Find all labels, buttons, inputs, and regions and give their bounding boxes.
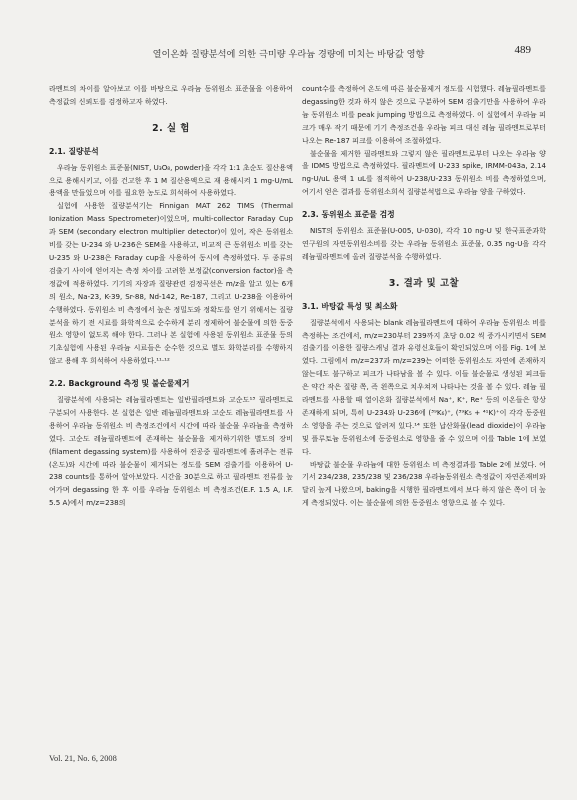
left-column [49,83,293,510]
right-column [302,83,546,510]
paragraph-instrument: 실험에 사용한 질량분석기는 Finnigan MAT 262 TIMS (Thermal Ionization Mass Spectrometer)이었으며, multi-collector Faraday Cup과 SEM (secondary electron multiplier detector)이 있어, 작은 동위원소 비를 갖는 U-234 와 U-236은 SEM을 사용하고, 비교적 큰 동위원소 비를 갖는 U-235 와 U-238은 Faraday cup을 사용하여 동시에 측정하였다. 두 종류의 검출기 사이에 얻어지는 측정 차이를 고려한 보정값(conversion factor)을 측정값에 적용하였다. 기기의 자장과 질량관련 검정곡선은 m/z을 알고 있는 6개의 원소, Na-23, K-39, Sr-88, Nd-142, Re-187, 그리고 U-238을 이용하여 수행하였다. 동위원소 비 측정에서 높은 정밀도와 정확도를 얻기 위해서는 질량분석을 하기 전 시료를 화학적으로 순수하게 분리 정제하여 불순물에 의한 동중원소 영향이 없도록 해야 한다. 그러나 본 실험에 사용된 동위원소 표준물 등의 기초실험에 사용된 우라늄 시료들은 순수한 것으로 별도 화학분리를 수행하지 않고 용해 후 희석하여 사용하였다.¹¹·¹² [49,201,293,366]
paragraph-blank-scan: 질량분석에서 사용되는 blank 레늄필라멘트에 대하여 우라늄 동위원소 비를 측정하는 조건에서, m/z=230부터 239까지 초당 0.02 씩 증가시키면서 SEM 검출기를 이용한 질량스캐닝 결과 유령신호들이 확인되었으며 이를 Fig. 1에 보였다. 그림에서 m/z=237과 m/z=239는 어떠한 동위원소도 자연에 존재하지 않는데도 불구하고 피크가 나타남을 볼 수 있다. 이들 불순물로 생성된 피크들은 약간 작은 질량 쪽, 즉 왼쪽으로 치우쳐져 나타나는 것을 볼 수 있다. 레늄 필라멘트를 사용할 때 열이온화 질량분석에서 Na⁺, K⁺, Re⁺ 등의 이온들은 항상 존재하게 되며, 특히 U-234와 U-236에 (³⁹K₆)⁺, (³⁹K₅ + ⁴¹K)⁺이 각각 동중원소 영향을 주는 것으로 알려져 있다.¹⁴ 또한 납산화물(lead dioxide)이 우라늄 및 플루토늄 동위원소에 동중원소로 영향을 줄 수 있으며 이를 Table 1에 보였다. [302,317,546,456]
paragraph-blank-results: 바탕값 불순물 우라늄에 대한 동위원소 비 측정결과를 Table 2에 보였다. 여기서 234/238, 235/238 및 236/238 우라늄동위원소 측정값이 자연존재비와 달리 높게 나왔으며, baking을 시행한 필라멘트에서 보다 하지 않은 쪽이 더 높게 측정되었다. 이는 불순물에 의한 동중원소 영향으로 볼 수 있다. [302,459,546,508]
subsection-heading-standards: 2.3. 동위원소 표준물 검정 [302,210,395,220]
paragraph-continued: count수를 측정하여 온도에 따른 불순물제거 정도를 시험했다. 레늄필라멘트를 degassing한 것과 하지 않은 것으로 구분하여 SEM 검출기만을 사용하여 우라늄 동위원소 비를 peak jumping 방법으로 측정하였다. 이 실험에서 우라늄 피크가 매우 작기 때문에 기기 측정조건을 우라늄 피크 대신 레늄 필라멘트로부터 나오는 Re-187 피크를 이용하여 조절하였다. [302,84,546,145]
subsection-heading-blank: 3.1. 바탕값 특성 및 최소화 [302,301,398,311]
running-title: 열이온화 질량분석에 의한 극미량 우라늄 경량에 미치는 바탕값 영향 [152,49,425,60]
subsection-heading-mass-spec: 2.1. 질량분석 [49,146,99,156]
section-heading-results: 3. 결과 및 고찰 [388,277,460,289]
paragraph-idms: 불순물을 제거한 필라멘트와 그렇지 않은 필라멘트로부터 나오는 우라늄 양을 IDMS 방법으로 측정하였다. 필라멘트에 U-233 spike, IRMM-043a, 2.14 ng-U/uL 용액 1 uL를 점적하여 U-238/U-233 동위원소 비를 측정하였으며, 여기서 얻은 결과를 동위원소희석 질량분석법으로 우라늄 양을 구하였다. [302,148,546,197]
subsection-heading-background: 2.2. Background 측정 및 불순물제거 [49,379,190,389]
intro-paragraph: 라멘트의 차이를 알아보고 이를 바탕으로 우라늄 동위원소 표준물을 이용하여 측정값의 신뢰도를 검정하고자 하였다. [49,84,293,106]
paragraph-sample-prep: 우라늄 동위원소 표준물(NIST, U₃O₈, powder)을 각각 1:1 초순도 질산용액으로 용해시키고, 이를 건고한 후 1 M 질산용액으로 재 용해시켜 1 mg-U/mL 용액을 만들었으며 이를 필요한 농도로 희석하여 사용하였다. [49,162,293,198]
paragraph-standards: NIST의 동위원소 표준물(U-005, U-030), 각각 10 ng-U 및 한국표준과학연구원의 자연동위원소비를 갖는 우라늄 동위원소 표준물, 0.35 ng-U을 각각 레늄필라멘트에 올려 질량분석을 수행하였다. [302,226,546,261]
paragraph-background: 질량분석에 사용되는 레늄필라멘트는 일반필라멘트와 고순도¹³ 필라멘트로 구분되어 사용한다. 본 실험은 일반 레늄필라멘트와 고순도 레늄필라멘트를 사용하여 우라늄 동위원소 비 측정조건에서 시간에 따라 불순물 우라늄을 측정하였다. 고순도 레늄필라멘트에 존재하는 불순물을 제거하기위한 별도의 장비(filament degassing system)를 사용하여 진공중 필라멘트에 흘려주는 전류(온도)와 시간에 따라 불순물이 제거되는 정도를 SEM 검출기를 이용하여 U-238 counts를 통하여 알아보았다. 시간을 30분으로 하고 필라멘트 전류를 높여가며 degassing 한 후 이를 우라늄 동위원소 비 측정조건(E.F. 1.5 A, I.F. 5.5 A)에서 m/z=238의 [49,395,293,508]
section-heading-experiment: 2. 실 험 [152,122,190,134]
footer-volume: Vol. 21, No. 6, 2008 [49,754,117,763]
page-number: 489 [514,44,531,56]
